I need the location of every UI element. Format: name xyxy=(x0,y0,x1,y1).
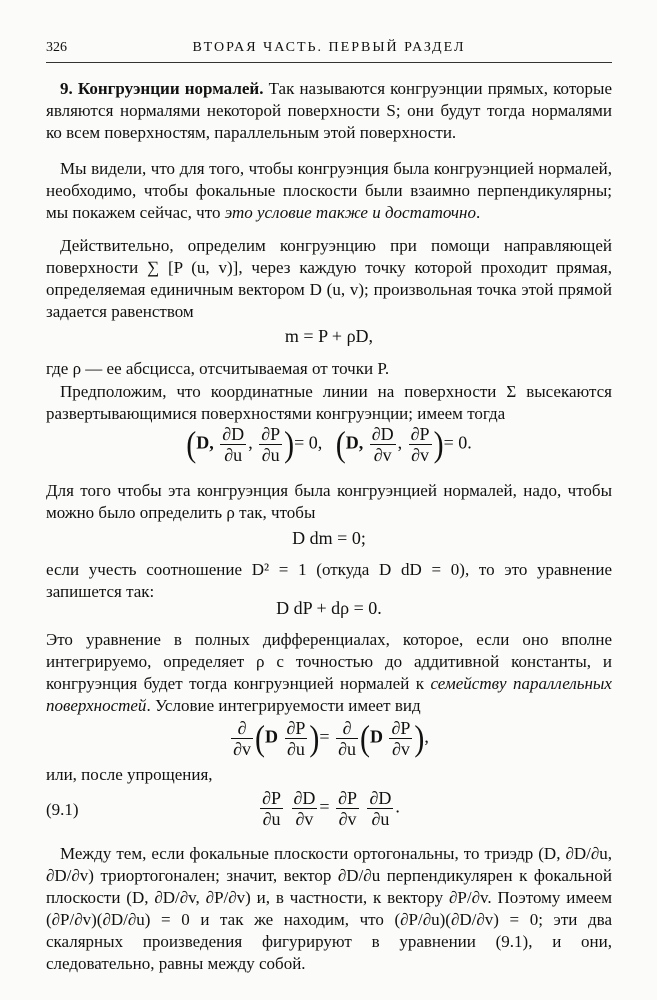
paragraph-4: где ρ — ее абсцисса, отсчитываемая от точки P. xyxy=(46,359,390,378)
eq2-frac-2: $\frac{\partial P}{\partial u}$ xyxy=(261,424,281,465)
eq2-frac-1: $\frac{\partial D}{\partial u}$ xyxy=(222,424,245,465)
equation-5: $\frac{\partial}{\partial v}$ (D $\frac{\partial P}{\partial u}$ )= $\frac{\partial}{\partial u}$ (D $\frac{\partial P}{\partial v}$ ), xyxy=(233,718,429,759)
equation-3: D dm = 0; xyxy=(292,528,366,548)
paragraph-6: Для того чтобы эта конгруэнция была конгруэнцией нормалей, надо, чтобы можно было определить ρ так, чтобы xyxy=(46,481,612,522)
paragraph-1-text: Так называются конгруэнции прямых, которые являются нормалями некоторой поверхности S; они будут тогда нормалями ко всем поверхностям, параллельным этой поверхности. xyxy=(46,79,612,142)
eq2-d: D, xyxy=(196,432,214,453)
paragraph-9: или, после упрощения, xyxy=(46,765,213,784)
eq2-frac-3: $\frac{\partial D}{\partial v}$ xyxy=(371,424,394,465)
paragraph-8-italic: семейству параллельных поверхностей xyxy=(46,674,612,715)
paragraph-2-end: . xyxy=(475,203,481,222)
equation-1: m = P + ρD, xyxy=(284,326,374,346)
eq2-d-2: D, xyxy=(345,432,364,453)
paragraph-1 xyxy=(46,78,612,144)
section-heading: 9. Конгруэнции нормалей. xyxy=(60,79,264,98)
paragraph-8 xyxy=(46,629,612,717)
paragraph-2-italic: это условие также и достаточно xyxy=(224,203,476,222)
eq2-zero-2: = 0. xyxy=(443,432,472,453)
paragraph-3: Действительно, определим конгруэнцию при помощи направляющей поверхности ∑ [P (u, v)], через каждую точку которой проходит прямая, определяемая единичным вектором D (u, v); произвольная точка этой прямой задается равенством xyxy=(46,236,612,321)
paragraph-7: если учесть соотношение D² = 1 (откуда D dD = 0), то это уравнение запишется так: xyxy=(46,560,612,601)
paragraph-2 xyxy=(46,158,612,224)
running-head: ВТОРАЯ ЧАСТЬ. ПЕРВЫЙ РАЗДЕЛ xyxy=(192,40,466,55)
equation-2: (D, $\frac{\partial D}{\partial u}$ , $\frac{\partial P}{\partial u}$ )= 0, (D, $\frac{\partial D}{\partial v}$ , $\frac{\partial P}{\partial v}$ )= 0. xyxy=(186,424,472,465)
paragraph-5: Предположим, что координатные линии на поверхности Σ высекаются развертывающимися поверхностями конгруэнции; имеем тогда xyxy=(46,382,612,423)
paragraph-8-end: . Условие интегрируемости имеет вид xyxy=(146,696,421,715)
equation-4: D dP + dρ = 0. xyxy=(276,598,382,618)
paragraph-8-text: Это уравнение в полных дифференциалах, которое, если оно вполне интегрируемо, определяет ρ с точностью до аддитивной константы, и конгруэнция будет тогда конгруэнцией нормалей к xyxy=(46,630,612,693)
paragraph-2-text: Мы видели, что для того, чтобы конгруэнция была конгруэнцией нормалей, необходимо, чтобы фокальные плоскости были взаимно перпендикулярны; мы покажем сейчас, что xyxy=(46,159,612,222)
eq2-zero: = 0, xyxy=(294,432,323,453)
equation-6: $\frac{\partial P}{\partial u}$ $\frac{\partial D}{\partial v}$ = $\frac{\partial P}{\partial v}$ $\frac{\partial D}{\partial u}$ . xyxy=(262,788,400,829)
eq2-frac-4: $\frac{\partial P}{\partial v}$ xyxy=(410,424,430,465)
equation-label: (9.1) xyxy=(46,800,79,819)
paragraph-10: Между тем, если фокальные плоскости ортогональны, то триэдр (D, ∂D/∂u, ∂D/∂v) триортогонален; значит, вектор ∂D/∂u перпендикулярен к фокальной плоскости (D, ∂D/∂v, ∂P/∂v) и, в частности, к вектору ∂P/∂v. Поэтому имеем (∂P/∂v)(∂D/∂u) = 0 и так же находим, что (∂P/∂u)(∂D/∂v) = 0; эти два скалярных произведения фигурируют в уравнении (9.1), и они, следовательно, равны между собой. xyxy=(46,844,612,973)
running-header xyxy=(46,40,612,63)
page-number: 326 xyxy=(46,40,67,55)
